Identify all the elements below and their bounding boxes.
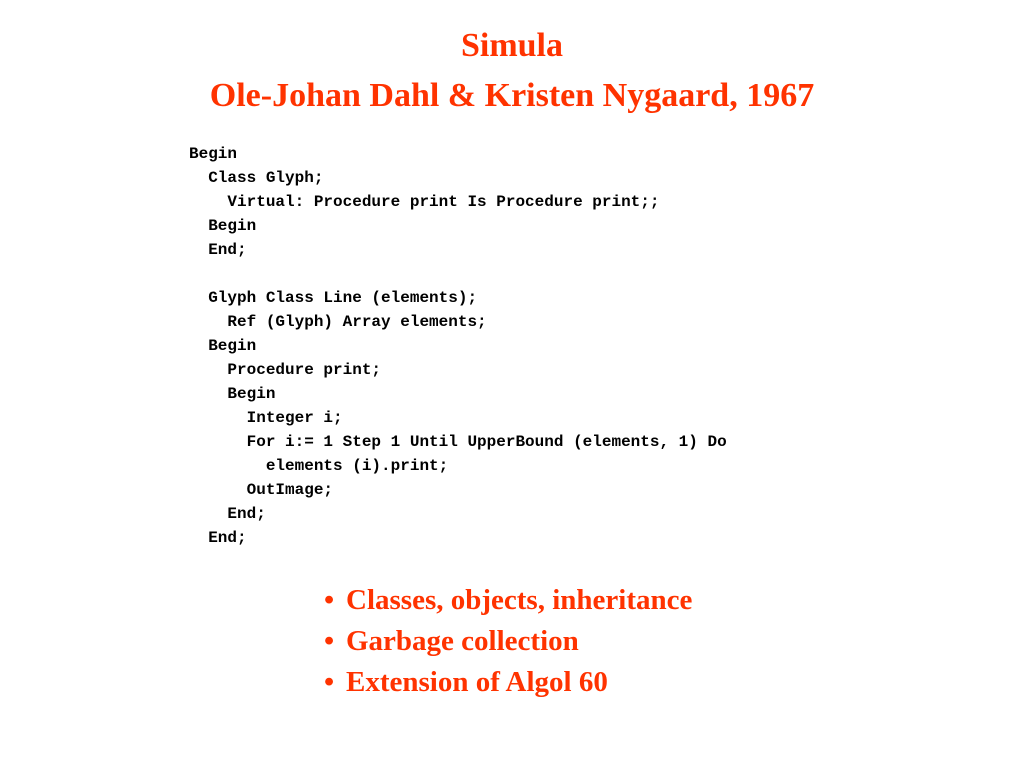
bullet-marker: •: [324, 625, 335, 657]
bullet-text: Garbage collection: [346, 625, 579, 657]
bullet-marker: •: [324, 666, 335, 698]
code-line: For i:= 1 Step 1 Until UpperBound (elements, 1) Do: [189, 433, 727, 451]
code-line: Procedure print;: [189, 361, 382, 379]
code-line: Begin: [189, 145, 238, 163]
code-line: Virtual: Procedure print Is Procedure print;;: [189, 193, 660, 211]
code-listing: [189, 142, 727, 550]
code-line: elements (i).print;: [189, 457, 449, 475]
bullet-item: [324, 621, 692, 662]
code-line: End;: [189, 241, 247, 259]
code-line: Glyph Class Line (elements);: [189, 289, 478, 307]
code-line: Class Glyph;: [189, 169, 324, 187]
bullet-list: [324, 580, 692, 703]
slide-title: Simula: [460, 27, 564, 64]
code-line: End;: [189, 505, 266, 523]
bullet-item: [324, 662, 692, 703]
code-line: [189, 262, 727, 286]
code-line: Integer i;: [189, 409, 343, 427]
code-line: OutImage;: [189, 481, 334, 499]
code-line: Begin: [189, 217, 257, 235]
bullet-item: [324, 580, 692, 621]
code-line: Begin: [189, 337, 257, 355]
bullet-text: Extension of Algol 60: [346, 666, 608, 698]
slide-subtitle: Ole-Johan Dahl & Kristen Nygaard, 1967: [209, 77, 815, 114]
code-line: Begin: [189, 385, 276, 403]
code-line: End;: [189, 529, 247, 547]
bullet-marker: •: [324, 584, 335, 616]
bullet-text: Classes, objects, inheritance: [346, 584, 693, 616]
code-line: Ref (Glyph) Array elements;: [189, 313, 487, 331]
